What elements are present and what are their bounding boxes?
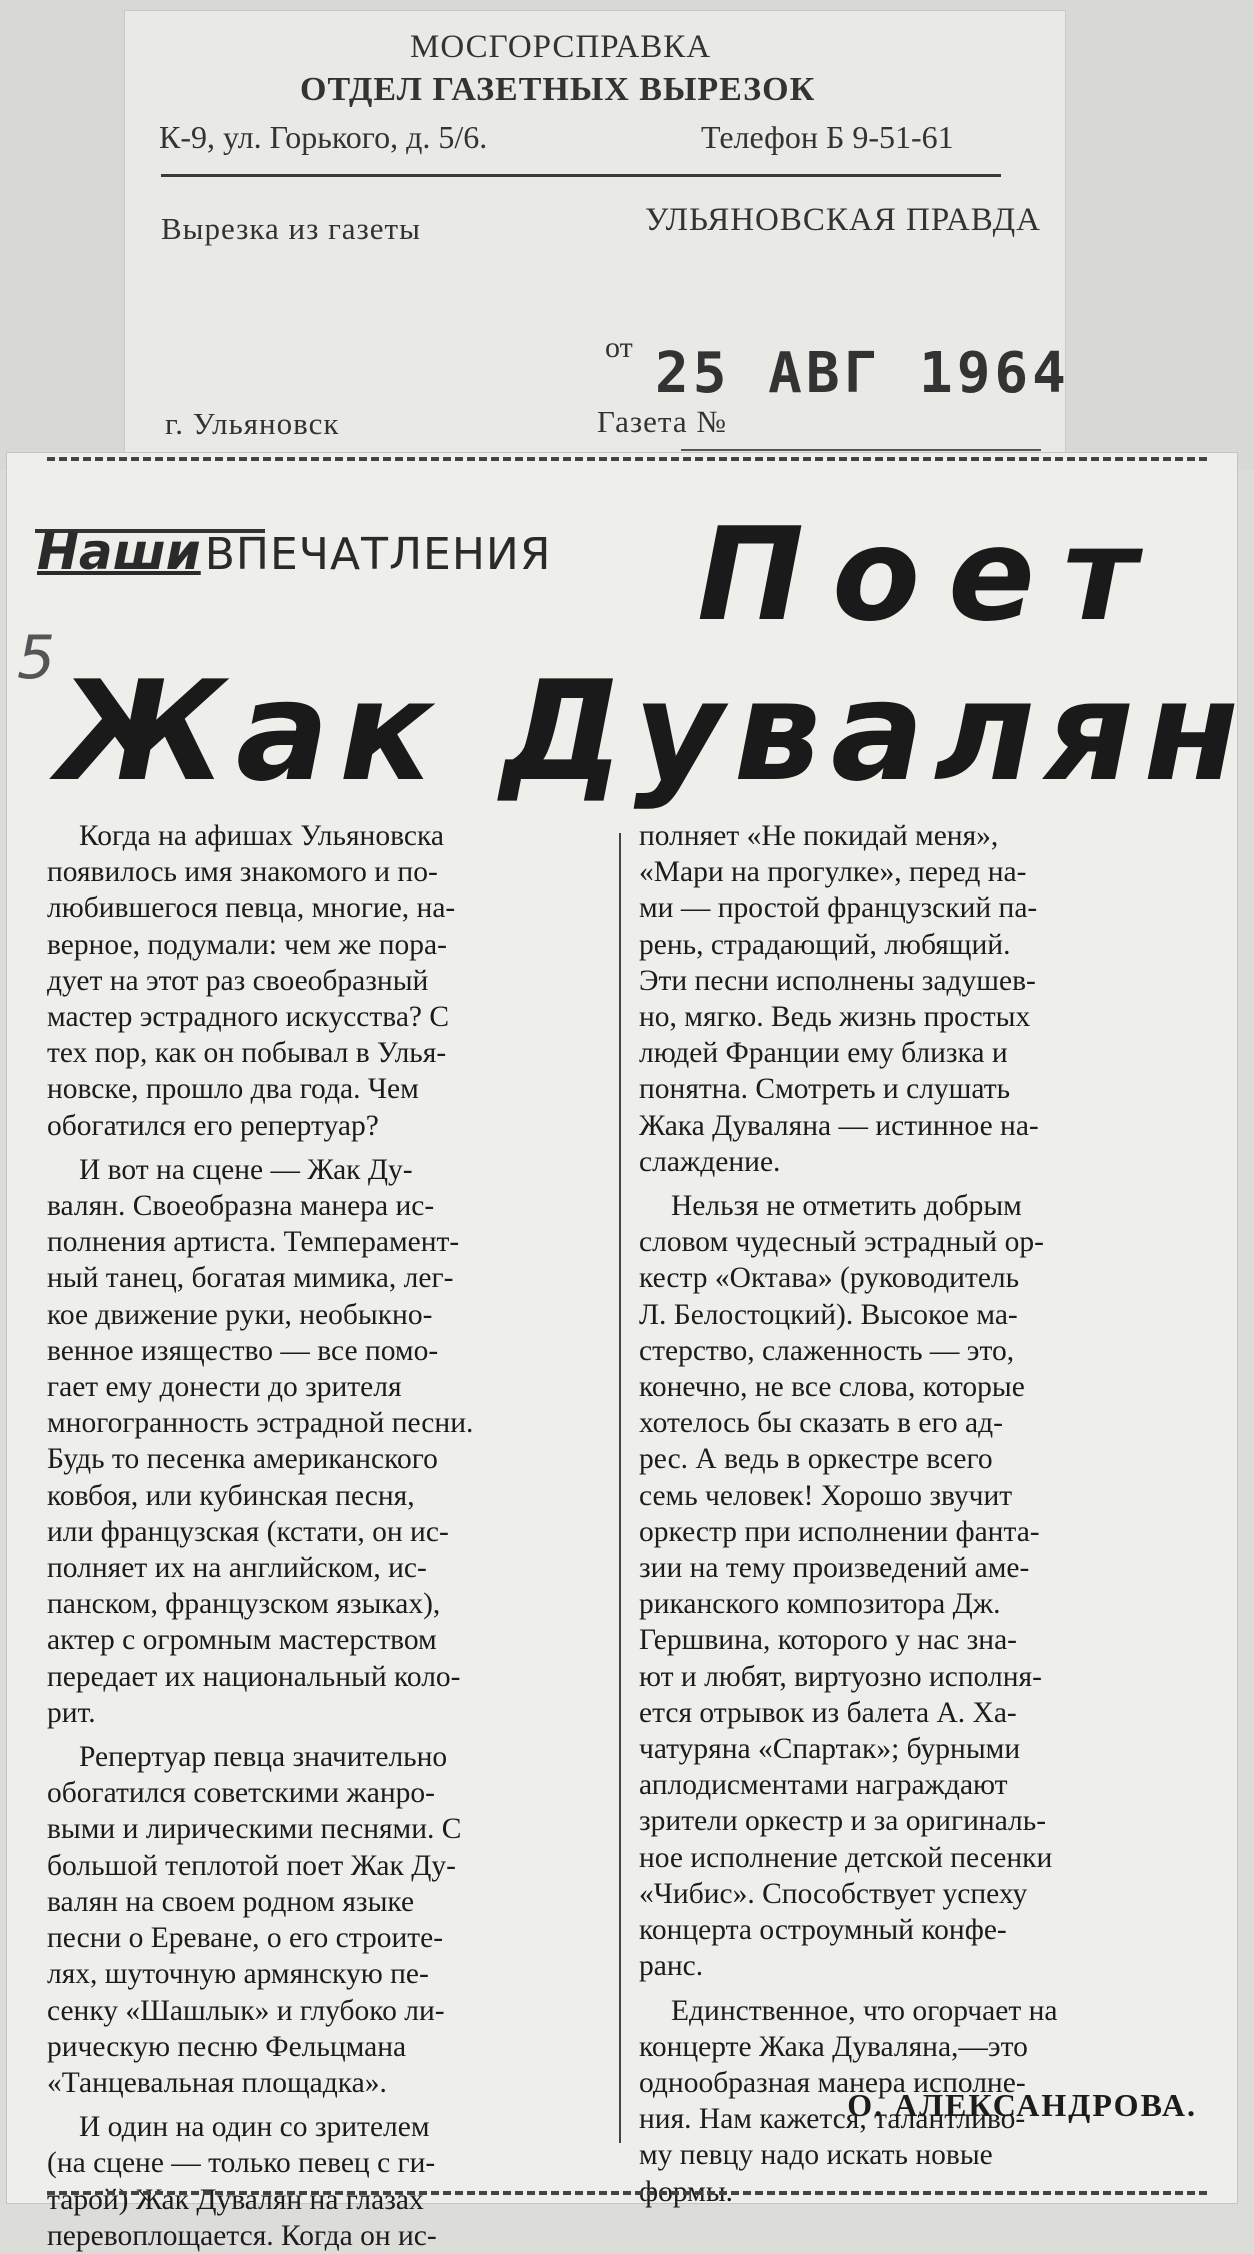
slip-issue-underline: [681, 449, 1041, 451]
slip-address: К-9, ул. Горького, д. 5/6.: [159, 119, 488, 155]
column-divider: [619, 833, 621, 2143]
paragraph: Когда на афишах Ульяновска появилось имя знакомого и по- любившегося певца, многие, на- верное, подумали: чем же пора- дует на этот раз своеобразный мастер эстрадного искусства? С тех пор, как он побывал в Улья- новске, прошло два года. Чем обогатился его репертуар?: [47, 820, 456, 1142]
paragraph: Нельзя не отметить добрым словом чудесный эстрадный ор- кестр «Октава» (руководитель Л. Белостоцкий). Высокое ма- стерство, слаженность — это, конечно, не все слова, которые хотелось бы сказать в его ад- рес. А ведь в оркестре всего семь человек! Хорошо звучит оркестр при исполнении фанта- зии на тему произведений аме- риканского композитора Дж. Гершвина, которого у нас зна- ют и любят, виртуозно исполня- ется отрывок из балета А. Ха- чатуряна «Спартак»; бурными аплодисментами награждают зрители оркестр и за оригиналь- ное исполнение детской песенки «Чибис». Способствует успеху концерта остроумный конфе- ранс.: [639, 1190, 1053, 1983]
paragraph: И один на один со зрителем (на сцене — только певец с ги- тарой) Жак Дувалян на глазах перевоплощается. Когда он ис-: [47, 2111, 437, 2252]
headline-line-2: Жак Дувалян: [57, 651, 1250, 812]
paragraph: Единственное, что огорчает на концерте Жака Дуваляна,—это однообразная манера исполне- ния. Нам кажется, талантливо- му певцу надо искать новые формы.: [639, 1994, 1058, 2208]
slip-issue-label: Газета №: [597, 404, 727, 439]
handwritten-number: 5: [17, 623, 56, 693]
rubric-mark: Наши: [37, 523, 201, 581]
clipping-bureau-slip: [124, 10, 1070, 462]
slip-date-prefix: от: [605, 331, 633, 364]
top-dashed-border: [47, 457, 1207, 461]
paragraph: И вот на сцене — Жак Ду- валян. Своеобразна манера ис- полнения артиста. Темперамент- ный танец, богатая мимика, лег- кое движение руки, необыкно- венное изящество — все помо- гает ему донести до зрителя многогранность эстрадной песни. Будь то песенка американского ковбоя, или кубинская песня, или французская (кстати, он ис- полняет их на английском, ис- панском, французском языках), актер с огромным мастерством передает их национальный коло- рит.: [47, 1153, 474, 1729]
slip-cutting-label: Вырезка из газеты: [161, 211, 421, 246]
headline-line-1: Поет: [697, 501, 1166, 650]
paragraph: Репертуар певца значительно обогатился советскими жанро- выми и лирическими песнями. С большой теплотой поет Жак Ду- валян на своем родном языке песни о Ереване, о его строите- лях, шуточную армянскую пе- сенку «Шашлык» и глубоко ли- рическую песню Фельцмана «Танцевальная площадка».: [47, 1741, 462, 2099]
newspaper-clipping: [6, 452, 1250, 2252]
slip-dept: ОТДЕЛ ГАЗЕТНЫХ ВЫРЕЗОК: [300, 71, 816, 108]
slip-date-stamp: 25 АВГ 1964: [655, 341, 1070, 406]
slip-city: г. Ульяновск: [165, 406, 340, 441]
author-signature: О. АЛЕКСАНДРОВА.: [847, 2087, 1197, 2123]
bottom-dashed-border: [47, 2191, 1207, 2195]
rubric-label: ВПЕЧАТЛЕНИЯ: [204, 529, 552, 580]
slip-newspaper-name: УЛЬЯНОВСКАЯ ПРАВДА: [645, 202, 1041, 238]
slip-org: МОСГОРСПРАВКА: [410, 29, 712, 65]
paragraph: полняет «Не покидай меня», «Мари на прогулке», перед на- ми — простой французский па- рень, страдающий, любящий. Эти песни исполнены задушев- но, мягко. Ведь жизнь простых людей Франции ему близка и понятна. Смотреть и слушать Жака Дуваляна — истинное на- слаждение.: [639, 820, 1039, 1178]
slip-divider: [161, 174, 1001, 177]
article-column-2: [639, 818, 1213, 2210]
article-column-1: [47, 818, 611, 2254]
rubric-heading: [37, 523, 551, 581]
slip-phone: Телефон Б 9-51-61: [701, 119, 954, 155]
